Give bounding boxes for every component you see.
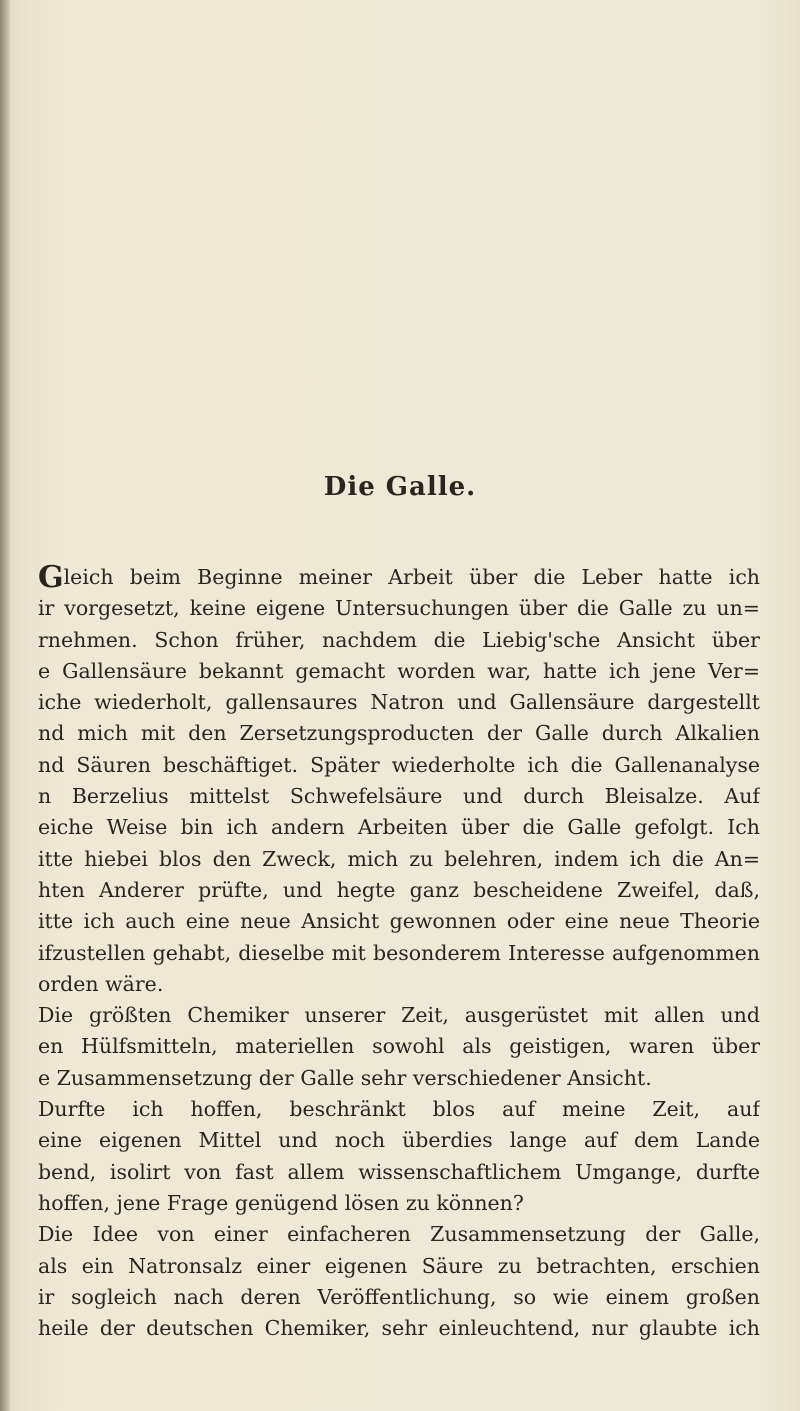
text-line: itte ich auch eine neue Ansicht gewonnen oder eine neue Theorie bbox=[38, 909, 760, 934]
text-line: nd Säuren beschäftiget. Später wiederholte ich die Gallenanalyse bbox=[38, 752, 760, 777]
text-line: iche wiederholt, gallensaures Natron und Gallensäure dargestellt bbox=[38, 690, 760, 715]
text-line bbox=[38, 562, 760, 593]
text-line: eine eigenen Mittel und noch überdies lange auf dem Lande bbox=[38, 1128, 760, 1153]
line-text: leich beim Beginne meiner Arbeit über die Leber hatte ich bbox=[63, 565, 760, 589]
text-line: hoffen, jene Frage genügend lösen zu können? bbox=[38, 1190, 524, 1215]
text-line: ir sogleich nach deren Veröffentlichung, so wie einem großen bbox=[38, 1284, 760, 1309]
text-line: hten Anderer prüfte, und hegte ganz bescheidene Zweifel, daß, bbox=[38, 877, 760, 902]
initial-letter: G bbox=[38, 562, 64, 594]
text-line: bend, isolirt von fast allem wissenschaftlichem Umgange, durfte bbox=[38, 1159, 760, 1184]
text-line: Durfte ich hoffen, beschränkt blos auf meine Zeit, auf bbox=[38, 1097, 760, 1122]
text-line: Die größten Chemiker unserer Zeit, ausgerüstet mit allen und bbox=[38, 1003, 760, 1028]
text-line: n Berzelius mittelst Schwefelsäure und durch Bleisalze. Auf bbox=[38, 784, 760, 809]
text-line: e Zusammensetzung der Galle sehr verschiedener Ansicht. bbox=[38, 1065, 652, 1090]
text-line: als ein Natronsalz einer eigenen Säure zu betrachten, erschien bbox=[38, 1253, 760, 1278]
text-line: ifzustellen gehabt, dieselbe mit besonderem Interesse aufgenommen bbox=[38, 940, 760, 965]
text-line: en Hülfsmitteln, materiellen sowohl als geistigen, waren über bbox=[38, 1034, 760, 1059]
body-text bbox=[38, 562, 760, 1344]
text-line: ir vorgesetzt, keine eigene Untersuchungen über die Galle zu un= bbox=[38, 596, 760, 621]
text-line: eiche Weise bin ich andern Arbeiten über die Galle gefolgt. Ich bbox=[38, 815, 760, 840]
text-line: Die Idee von einer einfacheren Zusammensetzung der Galle, bbox=[38, 1222, 760, 1247]
text-line: nd mich mit den Zersetzungsproducten der Galle durch Alkalien bbox=[38, 721, 760, 746]
text-line: itte hiebei blos den Zweck, mich zu belehren, indem ich die An= bbox=[38, 846, 760, 871]
page-gutter bbox=[0, 0, 10, 1411]
text-line: e Gallensäure bekannt gemacht worden war, hatte ich jene Ver= bbox=[38, 658, 760, 683]
text-line: heile der deutschen Chemiker, sehr einleuchtend, nur glaubte ich bbox=[38, 1316, 760, 1341]
chapter-title: Die Galle. bbox=[323, 472, 477, 502]
text-line: rnehmen. Schon früher, nachdem die Liebig'sche Ansicht über bbox=[38, 627, 760, 652]
text-line: orden wäre. bbox=[38, 971, 164, 996]
